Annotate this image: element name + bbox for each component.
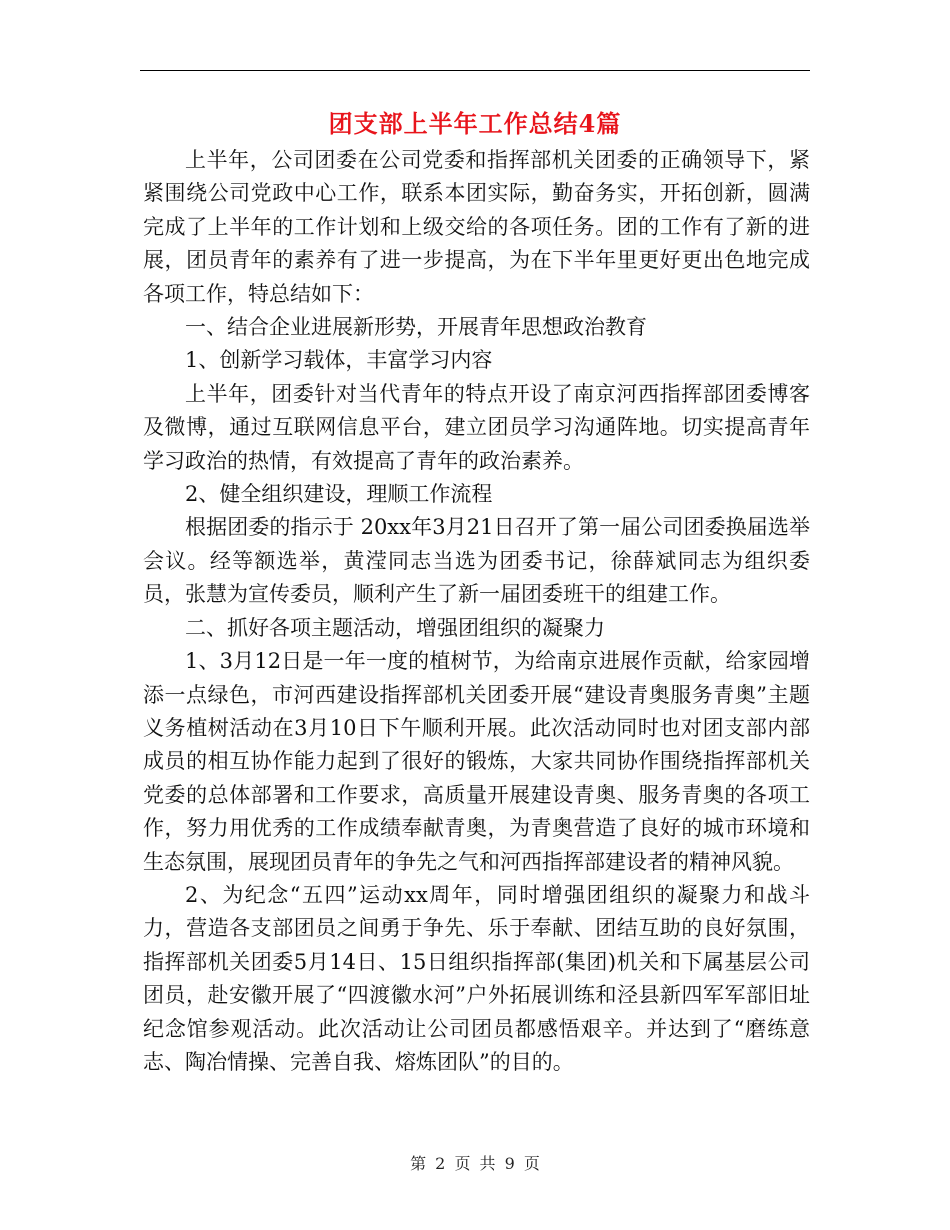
paragraph-1-2: 根据团委的指示于 20xx年3月21日召开了第一届公司团委换届选举会议。经等额选举，黄滢同志当选为团委书记，徐薛斌同志为组织委员，张慧为宣传委员，顺利产生了新一届团委班干的组建工作。 <box>143 515 810 607</box>
paragraph-2-2: 2、为纪念“五四”运动xx周年，同时增强团组织的凝聚力和战斗力，营造各支部团员之间勇于争先、乐于奉献、团结互助的良好氛围，指挥部机关团委5月14日、15日组织指挥部(集团)机关和下属基层公司团员，赴安徽开展了“四渡徽水河”户外拓展训练和泾县新四军军部旧址纪念馆参观活动。此次活动让公司团员都感悟艰辛。并达到了“磨练意志、陶冶情操、完善自我、熔炼团队”的目的。 <box>143 882 810 1074</box>
paragraph-1-1: 上半年，团委针对当代青年的特点开设了南京河西指挥部团委博客及微博，通过互联网信息平台，建立团员学习沟通阵地。切实提高青年学习政治的热情，有效提高了青年的政治素养。 <box>143 381 810 473</box>
paragraph-intro: 上半年，公司团委在公司党委和指挥部机关团委的正确领导下，紧紧围绕公司党政中心工作，联系本团实际，勤奋务实，开拓创新，圆满完成了上半年的工作计划和上级交给的各项任务。团的工作有了新的进展，团员青年的素养有了进一步提高，为在下半年里更好更出色地完成各项工作，特总结如下： <box>143 148 810 306</box>
section-heading-2: 二、抓好各项主题活动，增强团组织的凝聚力 <box>185 615 605 640</box>
document-title: 团支部上半年工作总结4篇 <box>328 109 622 138</box>
page-number-footer: 第 2 页 共 9 页 <box>410 1154 540 1173</box>
header-rule <box>140 70 810 71</box>
subheading-1-2: 2、健全组织建设，理顺工作流程 <box>185 482 493 507</box>
subheading-1-1: 1、创新学习载体，丰富学习内容 <box>185 348 493 373</box>
paragraph-2-1: 1、3月12日是一年一度的植树节，为给南京进展作贡献，给家园增添一点绿色，市河西建设指挥部机关团委开展“建设青奥服务青奥”主题义务植树活动在3月10日下午顺利开展。此次活动同时也对团支部内部成员的相互协作能力起到了很好的锻炼，大家共同协作围绕指挥部机关党委的总体部署和工作要求，高质量开展建设青奥、服务青奥的各项工作，努力用优秀的工作成绩奉献青奥，为青奥营造了良好的城市环境和生态氛围，展现团员青年的争先之气和河西指挥部建设者的精神风貌。 <box>143 649 810 874</box>
section-heading-1: 一、结合企业进展新形势，开展青年思想政治教育 <box>185 315 647 340</box>
document-body <box>143 144 810 1079</box>
